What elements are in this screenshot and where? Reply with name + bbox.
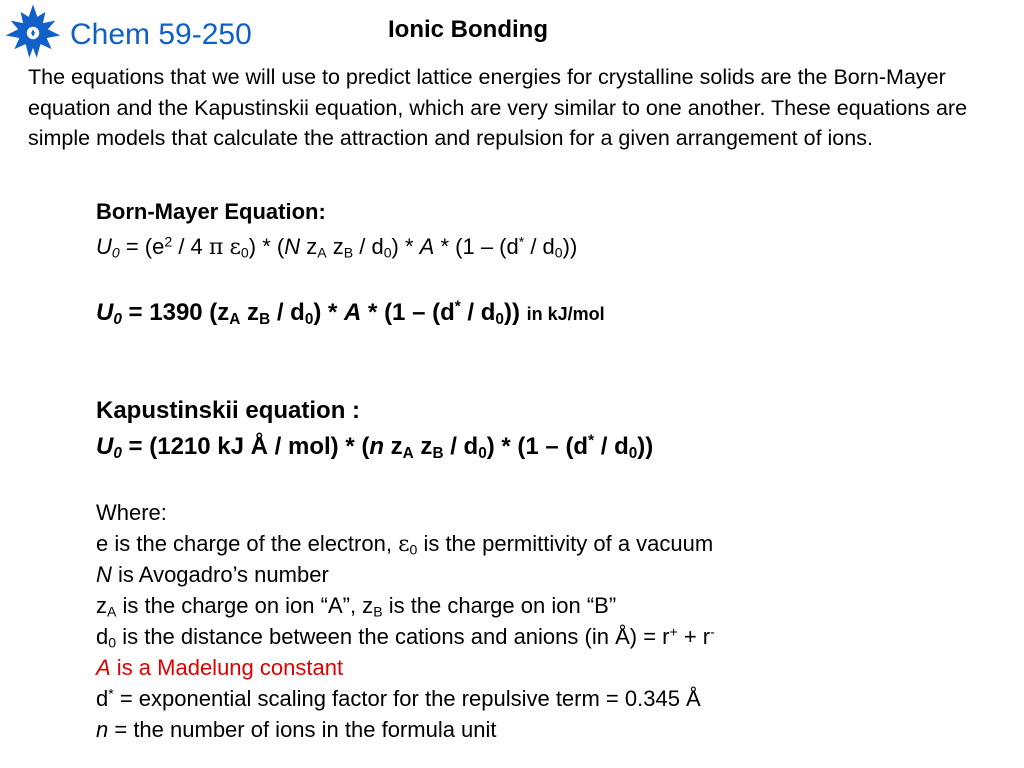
maple-leaf-snowflake-icon <box>2 2 64 64</box>
definition-madelung-constant: A is a Madelung constant <box>96 655 344 680</box>
unit-label: in kJ/mol <box>526 304 605 324</box>
intro-paragraph: The equations that we will use to predict lattice energies for crystalline solids are the Born-Mayer equation and the Kapustinskii equation, which are very similar to one another. These equations are simple models that calculate the attraction and repulsion for a given arrangement of ions. <box>28 65 968 150</box>
definition-distance: $d_0$ is the distance between the cations and anions (in Å) = r+ + r- <box>96 623 715 651</box>
born-mayer-heading: Born-Mayer Equation: <box>96 199 326 224</box>
course-title: Chem 59-250 <box>70 18 252 51</box>
definition-avogadro: N is Avogadro’s number <box>96 562 329 587</box>
kapustinskii-heading: Kapustinskii equation : <box>96 397 361 424</box>
where-label: Where: <box>96 500 167 525</box>
born-mayer-equation: $U_0 = (e^2 / 4$ π $\varepsilon_0) * (N$ $z_A$ $z_B / d_0$) * A * $(1 - (d^* / d_0))$ <box>96 233 578 261</box>
definition-ion-charges: $z_A$ is the charge on ion “A”, $z_B$ is the charge on ion “B” <box>96 593 617 620</box>
page-title: Ionic Bonding <box>388 16 548 43</box>
definition-scaling-factor: d* = exponential scaling factor for the repulsive term = 0.345 Å <box>96 685 701 711</box>
definition-electron-charge: e is the charge of the electron, $\varepsilon_0$ is the permittivity of a vacuum <box>96 531 714 558</box>
definition-ion-count: n = the number of ions in the formula unit <box>96 717 497 742</box>
kapustinskii-equation: $U_0 = (1210$ kJ Å / mol) * (n $z_A$ $z_B / d_0) * (1 - (d^* / d_0))$ <box>96 432 654 462</box>
born-mayer-simplified-equation: $U_0 = 1390$ ($z_A$ $z_B / d_0$) * A * $(1 - (d^* / d_0))$ in kJ/mol <box>96 298 605 328</box>
